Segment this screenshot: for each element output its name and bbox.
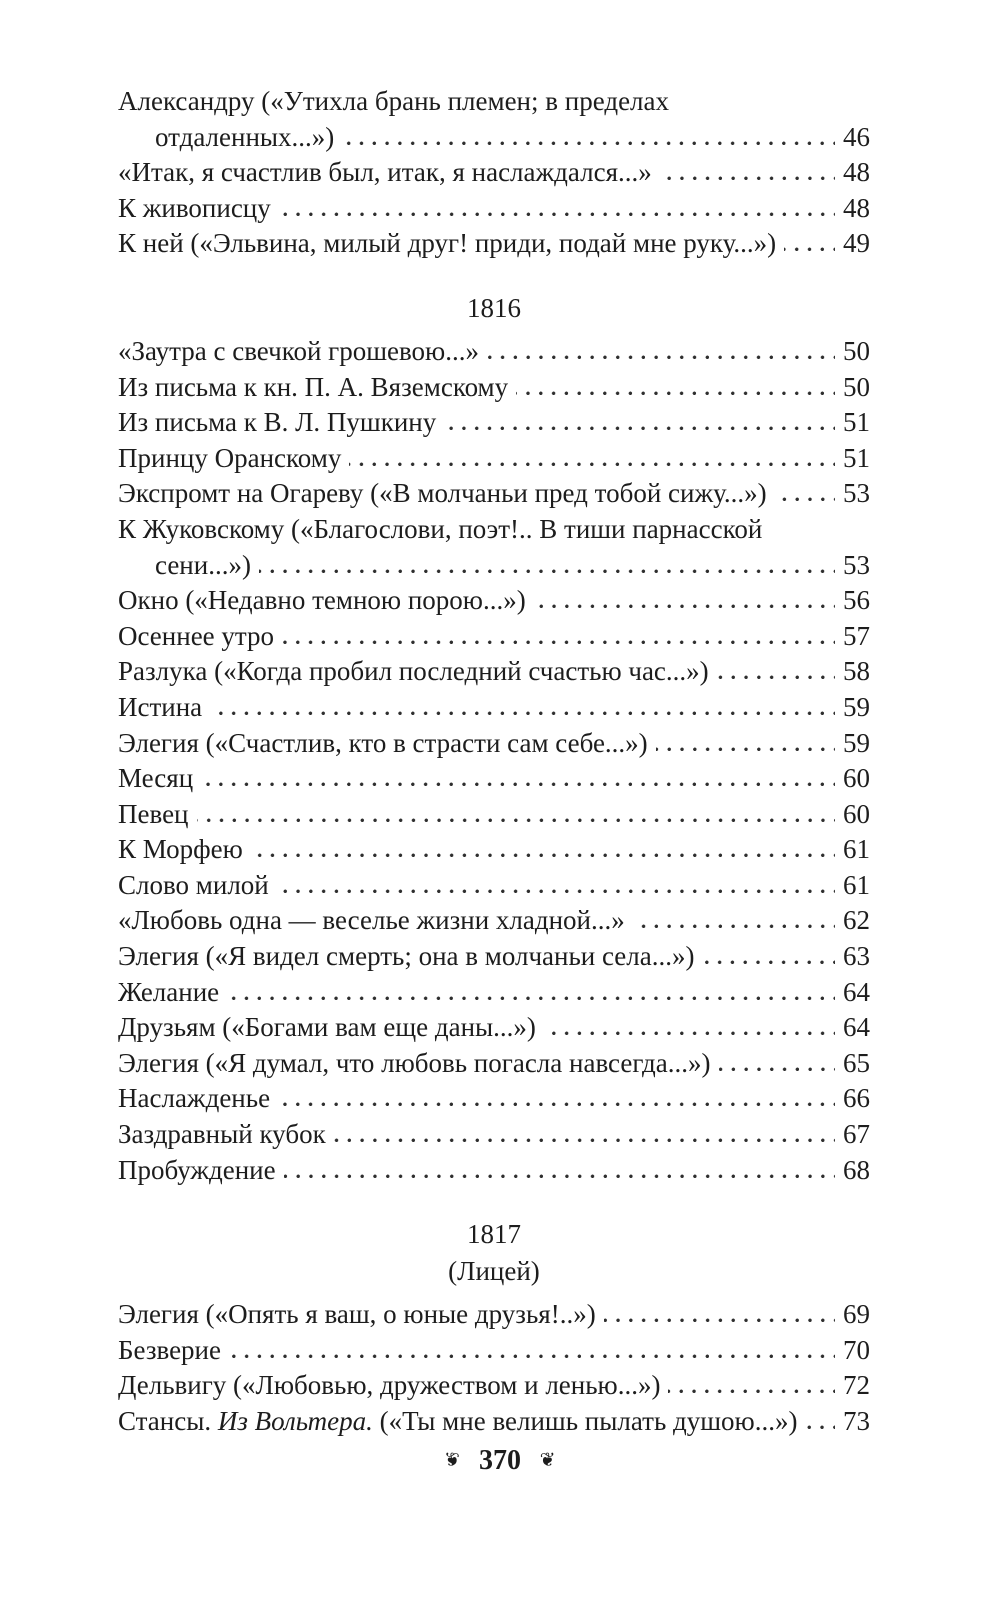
- section-year: 1816: [467, 292, 521, 323]
- toc-entry-title: [118, 726, 648, 762]
- toc-entry-title: [118, 441, 341, 477]
- section-subheading: (Лицей): [448, 1256, 540, 1287]
- title-text: отдаленных...»): [155, 121, 335, 152]
- dot-leader: [210, 711, 835, 716]
- toc-entry: [118, 1368, 870, 1404]
- page-number: 72: [843, 1370, 870, 1401]
- toc-entry-title: [118, 334, 479, 370]
- title-text: Окно («Недавно темною порою...»): [118, 585, 526, 616]
- page-number: 48: [843, 192, 870, 223]
- page-number: 53: [843, 478, 870, 509]
- page-number: 60: [843, 763, 870, 794]
- toc-entry: [118, 84, 870, 120]
- toc-entry: [118, 939, 870, 975]
- title-text: Стансы.: [118, 1406, 218, 1436]
- toc-entry: [118, 476, 870, 512]
- toc-entry-title: [118, 226, 776, 262]
- page-number: 49: [843, 228, 870, 259]
- dot-leader: [201, 782, 835, 787]
- folio-page-number: 370: [479, 1444, 521, 1476]
- title-text: Элегия («Я думал, что любовь погасла навсегда...»): [118, 1047, 711, 1078]
- page-number: 50: [843, 371, 870, 402]
- toc-entry: [118, 1046, 870, 1082]
- toc-entry-title: [118, 1081, 270, 1117]
- page-number: 60: [843, 798, 870, 829]
- title-text: Заздравный кубок: [118, 1119, 326, 1150]
- dot-leader: [784, 247, 835, 252]
- toc-entry: [118, 441, 870, 477]
- dot-leader: [604, 1318, 835, 1323]
- toc-entry-title: [118, 476, 767, 512]
- toc-entry: [118, 903, 870, 939]
- toc-entry-title: [118, 84, 669, 120]
- fleuron-icon: ❦: [539, 1448, 556, 1471]
- toc-entry-title: [118, 370, 508, 406]
- title-text: К Жуковскому («Благослови, поэт!.. В тиши парнасской: [118, 513, 763, 544]
- page-number: 56: [843, 585, 870, 616]
- title-text: Певец: [118, 798, 189, 829]
- dot-leader: [656, 747, 835, 752]
- page-number: 65: [843, 1047, 870, 1078]
- toc-entry-title: [118, 1404, 797, 1440]
- page-number: 53: [843, 549, 870, 580]
- toc-entry: [118, 1153, 870, 1189]
- page-number: 48: [843, 157, 870, 188]
- toc-entry: [118, 226, 870, 262]
- toc-entry-title: [118, 583, 526, 619]
- dot-leader: [251, 853, 835, 858]
- dot-leader: [660, 176, 835, 181]
- toc-entry-title: [118, 903, 625, 939]
- page-number: 63: [843, 941, 870, 972]
- dot-leader: [334, 1138, 835, 1143]
- toc-entry-title: [118, 761, 193, 797]
- page-number: 50: [843, 335, 870, 366]
- toc-entry-title: [118, 939, 694, 975]
- toc-entry-title: [155, 548, 251, 584]
- toc-entry-title: [118, 975, 219, 1011]
- toc-entry: [118, 1117, 870, 1153]
- toc-entry: [118, 1010, 870, 1046]
- toc-entry-title: [118, 512, 762, 548]
- dot-leader: [227, 996, 835, 1001]
- toc-entry-title: [118, 191, 271, 227]
- title-text: Из Вольтера.: [217, 1406, 373, 1436]
- toc-entry: [118, 690, 870, 726]
- title-text: Слово милой: [118, 869, 269, 900]
- title-text: «Итак, я счастлив был, итак, я наслаждался...»: [118, 157, 652, 188]
- dot-leader: [278, 1102, 835, 1107]
- toc-entry: [118, 370, 870, 406]
- dot-leader: [719, 1067, 835, 1072]
- toc-entry: [118, 334, 870, 370]
- toc-entry-title: [118, 1297, 596, 1333]
- section-year: 1817: [467, 1219, 521, 1250]
- title-text: Экспромт на Огареву («В молчаньи пред тобой сижу...»): [118, 478, 767, 509]
- page-number: 51: [843, 407, 870, 438]
- title-text: Осеннее утро: [118, 620, 275, 651]
- dot-leader: [544, 1031, 835, 1036]
- page-number: 62: [843, 905, 870, 936]
- toc-entry-title: [118, 619, 274, 655]
- toc-entry-title: [118, 1153, 276, 1189]
- toc-entry: [118, 191, 870, 227]
- toc-entry: [118, 975, 870, 1011]
- toc-entry: [118, 761, 870, 797]
- toc-entry: [118, 405, 870, 441]
- dot-leader: [444, 426, 835, 431]
- title-text: Разлука («Когда пробил последний счастью час...»): [118, 656, 709, 687]
- page-number: 67: [843, 1119, 870, 1150]
- toc-entry: [118, 1081, 870, 1117]
- title-text: Из письма к кн. П. А. Вяземскому: [118, 371, 509, 402]
- page-number: 61: [843, 834, 870, 865]
- page-number: 64: [843, 1012, 870, 1043]
- dot-leader: [197, 818, 835, 823]
- toc-entry-title: [118, 690, 202, 726]
- dot-leader: [259, 569, 835, 574]
- dot-leader: [284, 1174, 835, 1179]
- page-number: 73: [843, 1406, 870, 1436]
- fleuron-icon: ❦: [444, 1448, 461, 1471]
- toc-entry: [118, 726, 870, 762]
- toc-entry: [118, 155, 870, 191]
- toc-entry: [118, 619, 870, 655]
- page-number: 70: [843, 1334, 870, 1365]
- title-text: Александру («Утихла брань племен; в пределах: [118, 86, 670, 116]
- toc-entry-title: [118, 868, 269, 904]
- dot-leader: [282, 640, 835, 645]
- toc-entry-title: [118, 832, 243, 868]
- page-number: 57: [843, 620, 870, 651]
- toc-entry: [118, 1333, 870, 1369]
- title-text: сени...»): [155, 549, 251, 580]
- toc-entry-title: [118, 405, 436, 441]
- dot-leader: [775, 497, 835, 502]
- title-text: Дельвигу («Любовью, дружеством и ленью...»): [118, 1370, 661, 1401]
- title-text: Пробуждение: [118, 1154, 276, 1185]
- title-text: «Заутра с свечкой грошевою...»: [118, 335, 479, 366]
- page-number: 59: [843, 691, 870, 722]
- title-text: Безверие: [118, 1334, 221, 1365]
- dot-leader: [487, 355, 835, 360]
- toc-entry: [118, 548, 870, 584]
- title-text: («Ты мне велишь пылать душою...»): [372, 1406, 798, 1436]
- page-number: 64: [843, 976, 870, 1007]
- dot-leader: [516, 391, 835, 396]
- page-number: 59: [843, 727, 870, 758]
- dot-leader: [702, 960, 835, 965]
- title-text: Элегия («Счастлив, кто в страсти сам себе...»): [118, 727, 648, 758]
- page-footer: [0, 1443, 1000, 1477]
- page-number: 69: [843, 1299, 870, 1330]
- toc-entry: [118, 1297, 870, 1333]
- toc-entry-title: [118, 1333, 221, 1369]
- dot-leader: [349, 462, 835, 467]
- toc-entry-title: [155, 120, 334, 156]
- toc-entry-title: [118, 797, 189, 833]
- toc-entry: [118, 654, 870, 690]
- dot-leader: [805, 1425, 835, 1430]
- dot-leader: [342, 141, 835, 146]
- toc-entry-title: [118, 1117, 326, 1153]
- toc: [118, 84, 870, 1440]
- dot-leader: [534, 604, 835, 609]
- title-text: Месяц: [118, 763, 194, 794]
- toc-entry: [118, 120, 870, 156]
- toc-entry: [118, 797, 870, 833]
- toc-entry: [118, 832, 870, 868]
- page-number: 51: [843, 442, 870, 473]
- toc-entry-title: [118, 1368, 660, 1404]
- section-heading: [118, 290, 870, 327]
- title-text: К ней («Эльвина, милый друг! приди, подай мне руку...»): [118, 228, 777, 259]
- title-text: Элегия («Я видел смерть; она в молчаньи села...»): [118, 941, 695, 972]
- dot-leader: [668, 1389, 835, 1394]
- toc-entry: [118, 583, 870, 619]
- title-text: Друзьям («Богами вам еще даны...»): [118, 1012, 536, 1043]
- title-text: Истина: [118, 691, 203, 722]
- toc-entry: [118, 512, 870, 548]
- title-text: Элегия («Опять я ваш, о юные друзья!..»): [118, 1299, 596, 1330]
- page-number: 68: [843, 1154, 870, 1185]
- page-number: 61: [843, 869, 870, 900]
- toc-entry: [118, 1404, 870, 1440]
- title-text: Принцу Оранскому: [118, 442, 342, 473]
- page-number: 58: [843, 656, 870, 687]
- title-text: К живописцу: [118, 192, 271, 223]
- toc-entry-title: [118, 1010, 536, 1046]
- title-text: К Морфею: [118, 834, 243, 865]
- dot-leader: [279, 212, 835, 217]
- section-heading: [118, 1216, 870, 1290]
- dot-leader: [277, 889, 835, 894]
- title-text: Из письма к В. Л. Пушкину: [118, 407, 437, 438]
- toc-entry-title: [118, 1046, 711, 1082]
- toc-entry-title: [118, 155, 652, 191]
- toc-entry: [118, 868, 870, 904]
- title-text: Желание: [118, 976, 220, 1007]
- title-text: «Любовь одна — веселье жизни хладной...»: [118, 905, 625, 936]
- title-text: Наслажденье: [118, 1083, 271, 1114]
- dot-leader: [229, 1354, 835, 1359]
- dot-leader: [633, 924, 835, 929]
- page-number: 46: [843, 121, 870, 152]
- dot-leader: [717, 675, 835, 680]
- page-number: 66: [843, 1083, 870, 1114]
- toc-entry-title: [118, 654, 709, 690]
